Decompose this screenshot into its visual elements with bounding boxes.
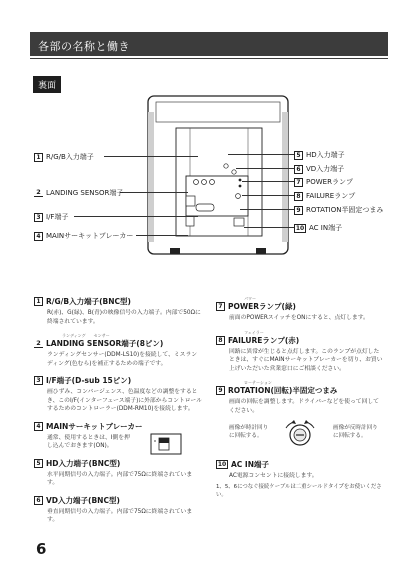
ac-in-port <box>234 218 244 226</box>
descriptions-left <box>34 296 202 532</box>
bnc-g <box>202 180 207 185</box>
item-7: パワー 7 POWERランプ(緑) 前面のPOWERスイッチをONにすると、点灯します。 <box>216 296 384 323</box>
callout-3: 3 I/F端子 <box>34 212 68 222</box>
callout-6: 6 VD入力端子 <box>294 164 344 174</box>
item-8: フェイラー 8 FAILUREランプ(赤) 回路に異常が生じると点灯します。このランプが点灯したときは、すぐにMAINサーキットブレーカーを切り、お買い上げいただいた営業窓口にご相談ください。 <box>216 330 384 374</box>
callout-10: 10 AC IN端子 <box>295 224 343 232</box>
main-breaker <box>186 216 194 226</box>
rear-panel-diagram <box>0 88 410 258</box>
breaker-switch-icon <box>150 433 182 455</box>
callout-9: 9 ROTATION半固定つまみ <box>294 205 383 215</box>
rotation-figure <box>216 418 384 452</box>
callout-5: 5 HD入力端子 <box>294 150 345 160</box>
item-2: ランディング センサー 2 LANDING SENSOR端子(8ピン) ランディングセンサー(DDM-LS10)を接続して、ミスランディング(色むら)を補正するための端子です。 <box>34 333 202 368</box>
item-1: 1 R/G/B入力端子(BNC型) R(赤)、G(緑)、B(青)の映像信号の入力端子。内部で50Ωに終端されています。 <box>34 296 202 326</box>
bnc-vd <box>232 170 236 174</box>
rotation-knob-icon <box>280 418 320 452</box>
leader-line-10 <box>244 227 294 228</box>
rotation-cw-text: 画像が時計回りに回転する。 <box>229 425 269 439</box>
callout-7: 7 POWERランプ <box>294 177 353 187</box>
page-number: 6 <box>36 540 47 558</box>
footnote: 1、5、6につなぐ接続ケーブルは二重シールドタイプをお使いください。 <box>216 483 382 498</box>
callout-1: 1 R/G/B入力端子 <box>34 152 94 162</box>
item-10: 10 AC IN端子 AC電源コンセントに接続します。 1、5、6につなぐ接続ケーブルは二重シールドタイプをお使いください。 <box>216 459 384 499</box>
callout-4: 4 MAINサーキットブレーカー <box>34 231 133 241</box>
bnc-hd <box>224 164 228 168</box>
header-rule <box>30 58 388 59</box>
item-4: 4 MAINサーキットブレーカー 通常、使用するときは、I側を押し込んでおきます(ON)。 <box>34 421 202 451</box>
rotation-ccw-text: 画像が反時計回りに回転する。 <box>333 425 378 439</box>
section-tag: 裏面 <box>33 76 61 93</box>
leader-line-8 <box>242 195 294 196</box>
power-lamp <box>239 179 242 182</box>
item-6: 6 VD入力端子(BNC型) 垂直同期信号の入力端子。内部で75Ωに終端されています。 <box>34 495 202 525</box>
item-5: 5 HD入力端子(BNC型) 水平同期信号の入力端子。内部で75Ωに終端されています。 <box>34 458 202 488</box>
failure-lamp <box>239 185 242 188</box>
leader-line-3 <box>74 216 198 217</box>
bnc-b <box>210 180 215 185</box>
item-3: 3 I/F端子(D-sub 15ピン) 画ひずみ、コンバージェンス、色温度などの調整をするとき、このI/F(インターフェース端子)に外部からコントロールするためのコントローラー(DDM-RM10)を接続します。 <box>34 375 202 414</box>
leader-line-6 <box>236 168 294 169</box>
leader-line-5 <box>228 154 294 155</box>
leader-line-4 <box>136 235 188 236</box>
callout-2: 2 LANDING SENSOR端子 <box>34 188 123 198</box>
item-9: ローテーション 9 ROTATION(回転)半固定つまみ 画面の回転を調整します。ドライバーなどを使って回してください。 画像が時計回りに回転する。 画像が反時計回りに回転する。 <box>216 380 384 452</box>
descriptions-right <box>216 296 384 506</box>
rotation-knob <box>236 194 241 199</box>
bnc-r <box>194 180 199 185</box>
callout-8: 8 FAILUREランプ <box>294 191 355 201</box>
landing-sensor-port <box>186 196 195 206</box>
leader-line-7 <box>242 181 294 182</box>
leader-line-1 <box>104 156 198 157</box>
if-port <box>196 204 214 211</box>
leader-line-2 <box>120 192 188 193</box>
header-bar <box>30 32 388 56</box>
leader-line-9 <box>240 209 294 210</box>
page-title: 各部の名称と働き <box>38 40 130 53</box>
